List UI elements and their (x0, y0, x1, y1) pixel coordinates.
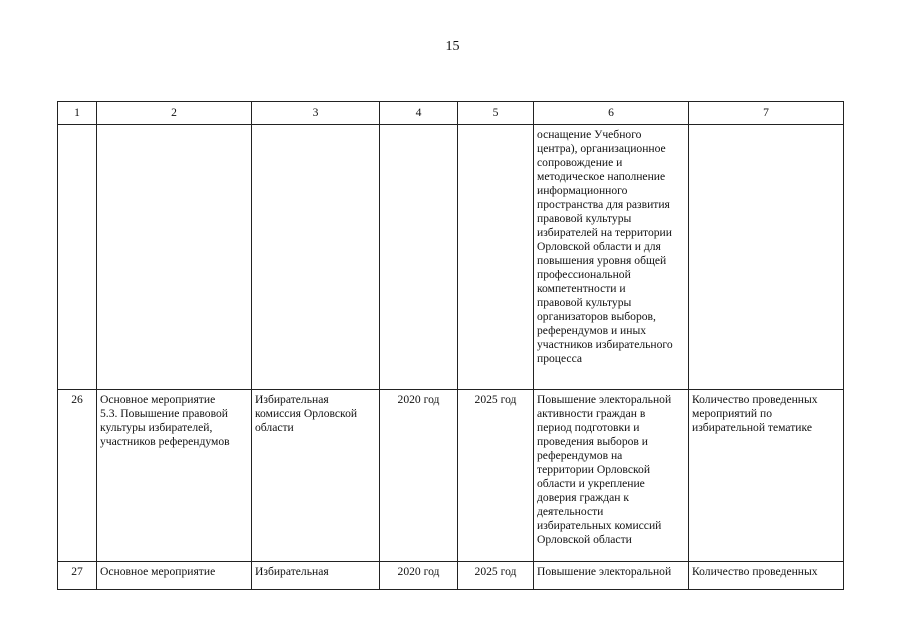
program-table (57, 101, 844, 590)
executor-cell (252, 125, 380, 390)
header-cell: 4 (380, 102, 458, 125)
activity-cell: Основное мероприятие 5.3. Повышение правовой культуры избирателей, участников референдумов (97, 390, 252, 562)
indicator-cell (689, 125, 844, 390)
table-row (58, 390, 844, 562)
header-cell: 2 (97, 102, 252, 125)
executor-cell: Избирательная комиссия Орловской области (252, 390, 380, 562)
end-year-cell: 2025 год (458, 562, 534, 590)
header-cell: 3 (252, 102, 380, 125)
executor-cell: Избирательная (252, 562, 380, 590)
table-header-row (58, 102, 844, 125)
start-year-cell (380, 125, 458, 390)
header-cell: 6 (534, 102, 689, 125)
table-row (58, 562, 844, 590)
activity-cell (97, 125, 252, 390)
end-year-cell (458, 125, 534, 390)
header-cell: 7 (689, 102, 844, 125)
activity-cell: Основное мероприятие (97, 562, 252, 590)
content-cell: Повышение электоральной (534, 562, 689, 590)
content-cell: оснащение Учебного центра), организационное сопровождение и методическое наполнение информационного пространства для развития правовой культуры избирателей на территории Орловской области и для повышения уровня общей профессиональной компетентности и правовой культуры организаторов выборов, референдумов и иных участников избирательного процесса (534, 125, 689, 390)
end-year-cell: 2025 год (458, 390, 534, 562)
indicator-cell: Количество проведенных мероприятий по избирательной тематике (689, 390, 844, 562)
content-cell: Повышение электоральной активности граждан в период подготовки и проведения выборов и референдумов на территории Орловской области и укрепление доверия граждан к деятельности избирательных комиссий Орловской области (534, 390, 689, 562)
header-cell: 1 (58, 102, 97, 125)
row-number (58, 125, 97, 390)
start-year-cell: 2020 год (380, 562, 458, 590)
indicator-cell: Количество проведенных (689, 562, 844, 590)
start-year-cell: 2020 год (380, 390, 458, 562)
row-number: 27 (58, 562, 97, 590)
header-cell: 5 (458, 102, 534, 125)
page-number: 15 (445, 39, 460, 54)
row-number: 26 (58, 390, 97, 562)
table-row (58, 125, 844, 390)
